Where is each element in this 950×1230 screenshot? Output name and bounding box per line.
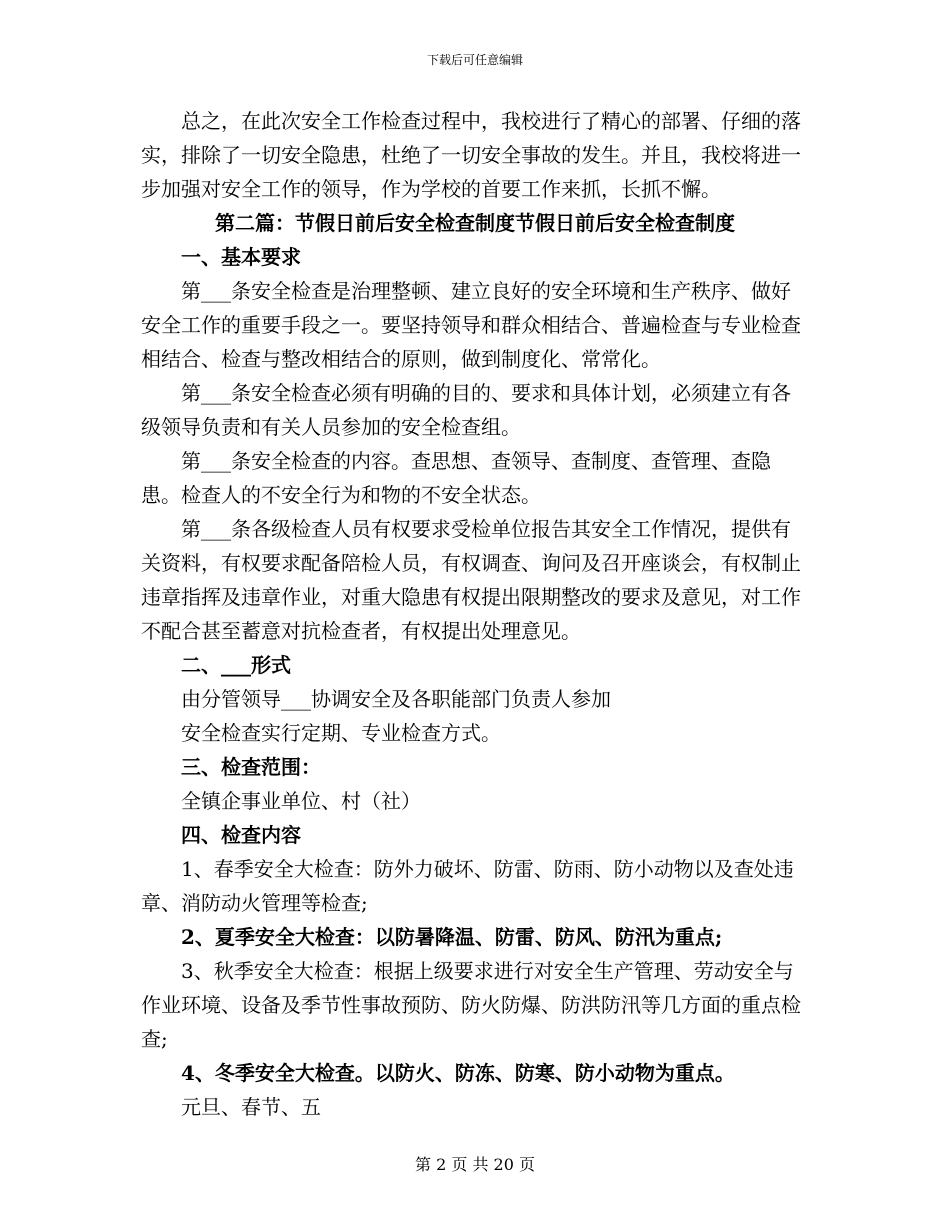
list-item-autumn: 3、秋季安全大检查：根据上级要求进行对安全生产管理、劳动安全与作业环境、设备及季节性事故预防、防火防爆、防洪防汛等几方面的重点检查; <box>141 959 801 1051</box>
paragraph-article-4: 第___条各级检查人员有权要求受检单位报告其安全工作情况，提供有关资料，有权要求配备陪检人员，有权调查、询问及召开座谈会，有权制止违章指挥及违章作业，对重大隐患有权提出限期整改的要求及意见，对工作不配合甚至蓄意对抗检查者，有权提出处理意见。 <box>141 517 801 643</box>
paragraph-article-1: 第___条安全检查是治理整顿、建立良好的安全环境和生产秩序、做好安全工作的重要手段之一。要坚持领导和群众相结合、普遍检查与专业检查相结合、检查与整改相结合的原则，做到制度化、常常化。 <box>141 279 801 371</box>
paragraph-form-1: 由分管领导___协调安全及各职能部门负责人参加 <box>181 687 611 711</box>
heading-basic-requirements: 一、基本要求 <box>181 245 301 269</box>
list-item-spring: 1、春季安全大检查：防外力破坏、防雷、防雨、防小动物以及查处违章、消防动火管理等检查; <box>141 857 794 915</box>
heading-form: 二、___形式 <box>181 653 291 677</box>
paragraph-article-3: 第___条安全检查的内容。查思想、查领导、查制度、查管理、查隐患。检查人的不安全行为和物的不安全状态。 <box>141 449 771 507</box>
list-item-summer: 2、夏季安全大检查：以防暑降温、防雷、防风、防汛为重点; <box>181 925 723 949</box>
section-title: 第二篇：节假日前后安全检查制度节假日前后安全检查制度 <box>215 211 735 235</box>
list-item-winter: 4、冬季安全大检查。以防火、防冻、防寒、防小动物为重点。 <box>181 1061 735 1085</box>
page-footer: 第 2 页 共 20 页 <box>415 1155 535 1174</box>
paragraph-holidays: 元旦、春节、五 <box>181 1095 321 1119</box>
paragraph-article-2: 第___条安全检查必须有明确的目的、要求和具体计划，必须建立有各级领导负责和有关人员参加的安全检查组。 <box>141 381 791 439</box>
document-body <box>141 104 809 1124</box>
paragraph-scope: 全镇企事业单位、村（社） <box>181 789 421 813</box>
heading-content: 四、检查内容 <box>181 823 301 847</box>
heading-scope: 三、检查范围： <box>181 755 321 779</box>
paragraph-form-2: 安全检查实行定期、专业检查方式。 <box>181 721 501 745</box>
page-header: 下载后可任意编辑 <box>426 53 523 67</box>
paragraph-conclusion: 总之，在此次安全工作检查过程中，我校进行了精心的部署、仔细的落实，排除了一切安全隐患，杜绝了一切安全事故的发生。并且，我校将进一步加强对安全工作的领导，作为学校的首要工作来抓，长抓不懈。 <box>141 109 801 201</box>
